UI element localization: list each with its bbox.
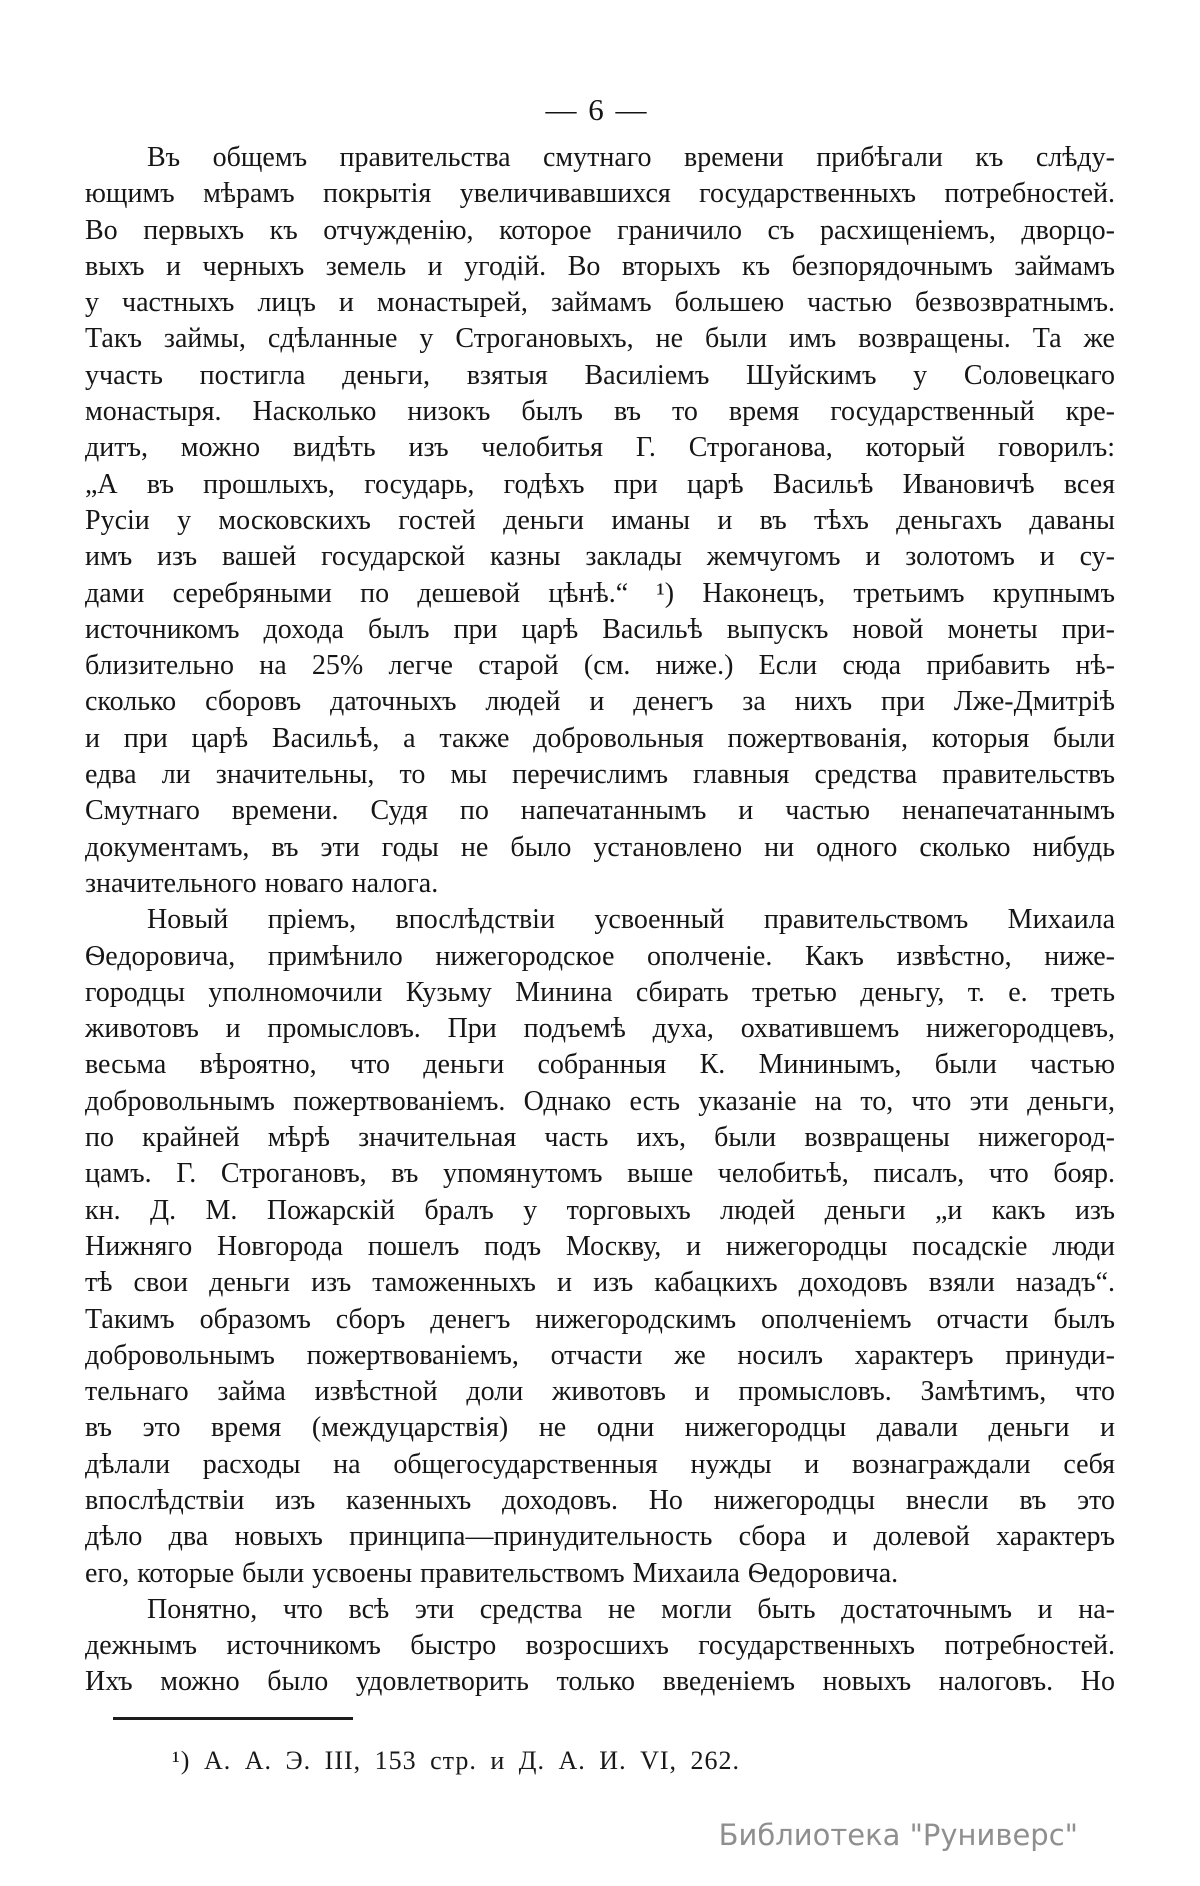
text-line: у частныхъ лицъ и монастырей, займамъ большею частью безвозвратнымъ. [85, 287, 1115, 319]
text-line: животовъ и промысловъ. При подъемѣ духа, охватившемъ нижегородцевъ, [85, 1013, 1115, 1045]
text-line: дѣло два новыхъ принципа—принудительность сбора и долевой характеръ [85, 1521, 1115, 1553]
footnote: ¹) А. А. Э. III, 153 стр. и Д. А. И. VI, 262. [172, 1746, 741, 1775]
text-line: Такимъ образомъ сборъ денегъ нижегородскимъ ополченіемъ отчасти былъ [85, 1303, 1115, 1335]
text-line: Въ общемъ правительства смутнаго времени прибѣгали къ слѣду- [147, 142, 1115, 173]
text-line: впослѣдствіи изъ казенныхъ доходовъ. Но нижегородцы внесли въ это [85, 1484, 1115, 1516]
text-line: значительного новаго налога. [85, 867, 439, 899]
text-line: Нижняго Новгорода пошелъ подъ Москву, и нижегородцы посадскіе люди [85, 1230, 1115, 1262]
text-line: цамъ. Г. Строгановъ, въ упомянутомъ выше челобитьѣ, писалъ, что бояр. [85, 1158, 1115, 1190]
text-line: городцы уполномочили Кузьму Минина сбирать третью деньгу, т. е. треть [85, 976, 1115, 1008]
text-line: и при царѣ Васильѣ, а также добровольныя пожертвованія, которыя были [85, 722, 1115, 754]
text-line: тѣ свои деньги изъ таможенныхъ и изъ кабацкихъ доходовъ взяли назадъ“. [85, 1267, 1115, 1299]
text-line: монастыря. Насколько низокъ былъ въ то время государственный кре- [85, 396, 1115, 428]
text-line: едва ли значительны, то мы перечислимъ главныя средства правительствъ [85, 759, 1115, 791]
text-line: Понятно, что всѣ эти средства не могли быть достаточнымъ и на- [147, 1593, 1115, 1625]
text-line: его, которые были усвоены правительствомъ Михаила Ѳедоровича. [85, 1557, 899, 1589]
text-line: добровольнымъ пожертвованіемъ, отчасти же носилъ характеръ принуди- [85, 1339, 1115, 1371]
text-line: ющимъ мѣрамъ покрытія увеличивавшихся государственныхъ потребностей. [85, 178, 1115, 210]
text-line: источникомъ дохода былъ при царѣ Васильѣ выпускъ новой монеты при- [85, 613, 1115, 645]
text-line: участь постигла деньги, взятыя Василіемъ Шуйскимъ у Соловецкаго [85, 359, 1115, 391]
text-line: тельнаго займа извѣстной доли животовъ и промысловъ. Замѣтимъ, что [85, 1376, 1115, 1408]
text-line: кн. Д. М. Пожарскій бралъ у торговыхъ людей деньги „и какъ изъ [85, 1194, 1115, 1226]
page-number: — 6 — [545, 92, 649, 127]
text-line: дитъ, можно видѣть изъ челобитья Г. Строганова, который говорилъ: [85, 432, 1115, 464]
text-line: близительно на 25% легче старой (см. ниже.) Если сюда прибавить нѣ- [85, 650, 1115, 682]
text-line: Русіи у московскихъ гостей деньги иманы и въ тѣхъ деньгахъ даваны [85, 504, 1115, 536]
text-line: дежнымъ источникомъ быстро возросшихъ государственныхъ потребностей. [85, 1630, 1115, 1662]
text-line: въ это время (междуцарствія) не одни нижегородцы давали деньги и [85, 1412, 1115, 1444]
text-line: Ихъ можно было удовлетворить только введеніемъ новыхъ налоговъ. Но [85, 1666, 1115, 1698]
text-line: Такъ займы, сдѣланные у Строгановыхъ, не были имъ возвращены. Та же [85, 323, 1115, 355]
text-line: Во первыхъ къ отчужденію, которое граничило съ расхищеніемъ, дворцо- [85, 214, 1115, 246]
footnote-separator [113, 1717, 353, 1720]
text-line: Новый пріемъ, впослѣдствіи усвоенный правительствомъ Михаила [147, 904, 1115, 936]
text-line: весьма вѣроятно, что деньги собранныя К. Мининымъ, были частью [85, 1049, 1115, 1081]
text-line: имъ изъ вашей государской казны заклады жемчугомъ и золотомъ и су- [85, 541, 1115, 573]
text-line: дѣлали расходы на общегосударственныя нужды и вознаграждали себя [85, 1448, 1115, 1480]
text-line: „А въ прошлыхъ, государь, годѣхъ при царѣ Васильѣ Ивановичѣ всея [85, 468, 1115, 500]
body-text [85, 140, 1115, 1701]
text-line: сколько сборовъ даточныхъ людей и денегъ за нихъ при Лже-Дмитріѣ [85, 686, 1115, 718]
text-line: документамъ, въ эти годы не было установлено ни одного сколько нибудь [85, 831, 1115, 863]
text-line: Ѳедоровича, примѣнило нижегородское ополченіе. Какъ извѣстно, ниже- [85, 940, 1115, 972]
text-line: Смутнаго времени. Судя по напечатаннымъ и частью ненапечатаннымъ [85, 795, 1115, 827]
text-line: дами серебряными по дешевой цѣнѣ.“ ¹) Наконецъ, третьимъ крупнымъ [85, 577, 1115, 609]
text-line: по крайней мѣрѣ значительная часть ихъ, были возвращены нижегород- [85, 1122, 1115, 1154]
text-line: добровольнымъ пожертвованіемъ. Однако есть указаніе на то, что эти деньги, [85, 1085, 1115, 1117]
text-line: выхъ и черныхъ земель и угодій. Во вторыхъ къ безпорядочнымъ займамъ [85, 250, 1115, 282]
library-watermark: Библиотека "Руниверс" [718, 1818, 1078, 1852]
